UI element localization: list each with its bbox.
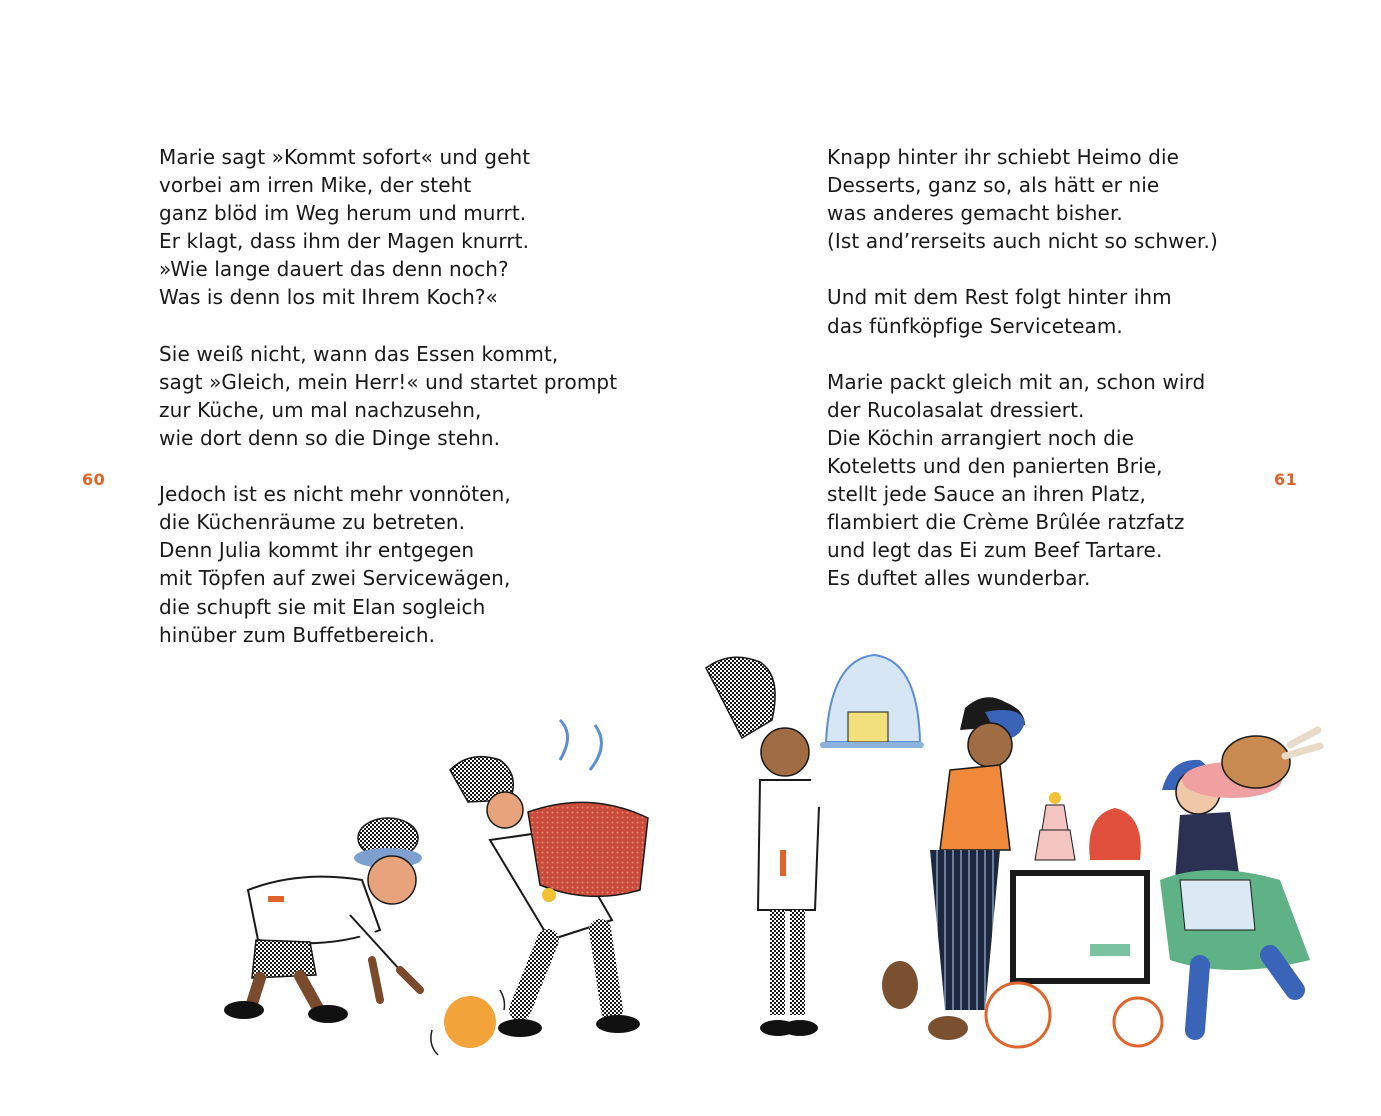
verse-line: der Rucolasalat dressiert. — [827, 397, 1085, 422]
verse-line: sagt »Gleich, mein Herr!« und startet prompt — [159, 369, 618, 394]
verse-line: wie dort denn so die Dinge stehn. — [159, 425, 501, 450]
verse-line: Die Köchin arrangiert noch die — [827, 425, 1134, 450]
waiter-with-dessert-trolley-figure — [882, 697, 1162, 1047]
orange-ball — [431, 990, 505, 1055]
page-number-right: 61 — [1274, 470, 1298, 489]
verse-line: Er klagt, dass ihm der Magen knurrt. — [159, 229, 530, 254]
verse-line: was anderes gemacht bisher. — [827, 201, 1123, 226]
page-number-left: 60 — [82, 470, 106, 489]
verse-line: »Wie lange dauert das denn noch? — [159, 257, 509, 282]
poem-right — [827, 143, 1297, 593]
verse-line: hinüber zum Buffetbereich. — [159, 622, 436, 647]
verse-line: stellt jede Sauce an ihren Platz, — [827, 482, 1146, 507]
chef-with-pot-figure — [450, 720, 648, 1037]
verse-line: zur Küche, um mal nachzusehn, — [159, 397, 482, 422]
verse-line: ganz blöd im Weg herum und murrt. — [159, 201, 527, 226]
verse-line: Und mit dem Rest folgt hinter ihm — [827, 285, 1172, 310]
waitress-with-roast-chicken-figure — [1160, 730, 1320, 1030]
stanza — [827, 368, 1297, 593]
verse-line: Sie weiß nicht, wann das Essen kommt, — [159, 341, 559, 366]
verse-line: mit Töpfen auf zwei Servicewägen, — [159, 566, 511, 591]
verse-line: Knapp hinter ihr schiebt Heimo die — [827, 145, 1180, 169]
verse-line: Desserts, ganz so, als hätt er nie — [827, 173, 1160, 198]
stanza — [159, 143, 629, 312]
verse-line: Denn Julia kommt ihr entgegen — [159, 538, 475, 563]
verse-line: Jedoch ist es nicht mehr vonnöten, — [159, 482, 511, 507]
verse-line: Marie packt gleich mit an, schon wird — [827, 369, 1206, 394]
verse-line: die Küchenräume zu betreten. — [159, 510, 466, 535]
stanza — [159, 480, 629, 649]
kitchen-staff-illustration — [0, 640, 1381, 1116]
stanza — [827, 283, 1297, 339]
verse-line: Marie sagt »Kommt sofort« und geht — [159, 145, 531, 169]
verse-line: flambiert die Crème Brûlée ratzfatz — [827, 510, 1185, 535]
verse-line: vorbei am irren Mike, der steht — [159, 173, 472, 198]
stanza — [159, 340, 629, 452]
verse-line: Es duftet alles wunderbar. — [827, 566, 1091, 591]
verse-line: Was is denn los mit Ihrem Koch?« — [159, 285, 498, 310]
bending-chef-figure — [224, 818, 422, 1023]
verse-line: Koteletts und den panierten Brie, — [827, 454, 1163, 479]
verse-line: das fünfköpfige Serviceteam. — [827, 313, 1123, 338]
verse-line: (Ist and’rerseits auch nicht so schwer.) — [827, 229, 1218, 254]
verse-line: und legt das Ei zum Beef Tartare. — [827, 538, 1163, 563]
stanza — [827, 143, 1297, 255]
poem-left — [159, 143, 629, 649]
verse-line: die schupft sie mit Elan sogleich — [159, 594, 486, 619]
